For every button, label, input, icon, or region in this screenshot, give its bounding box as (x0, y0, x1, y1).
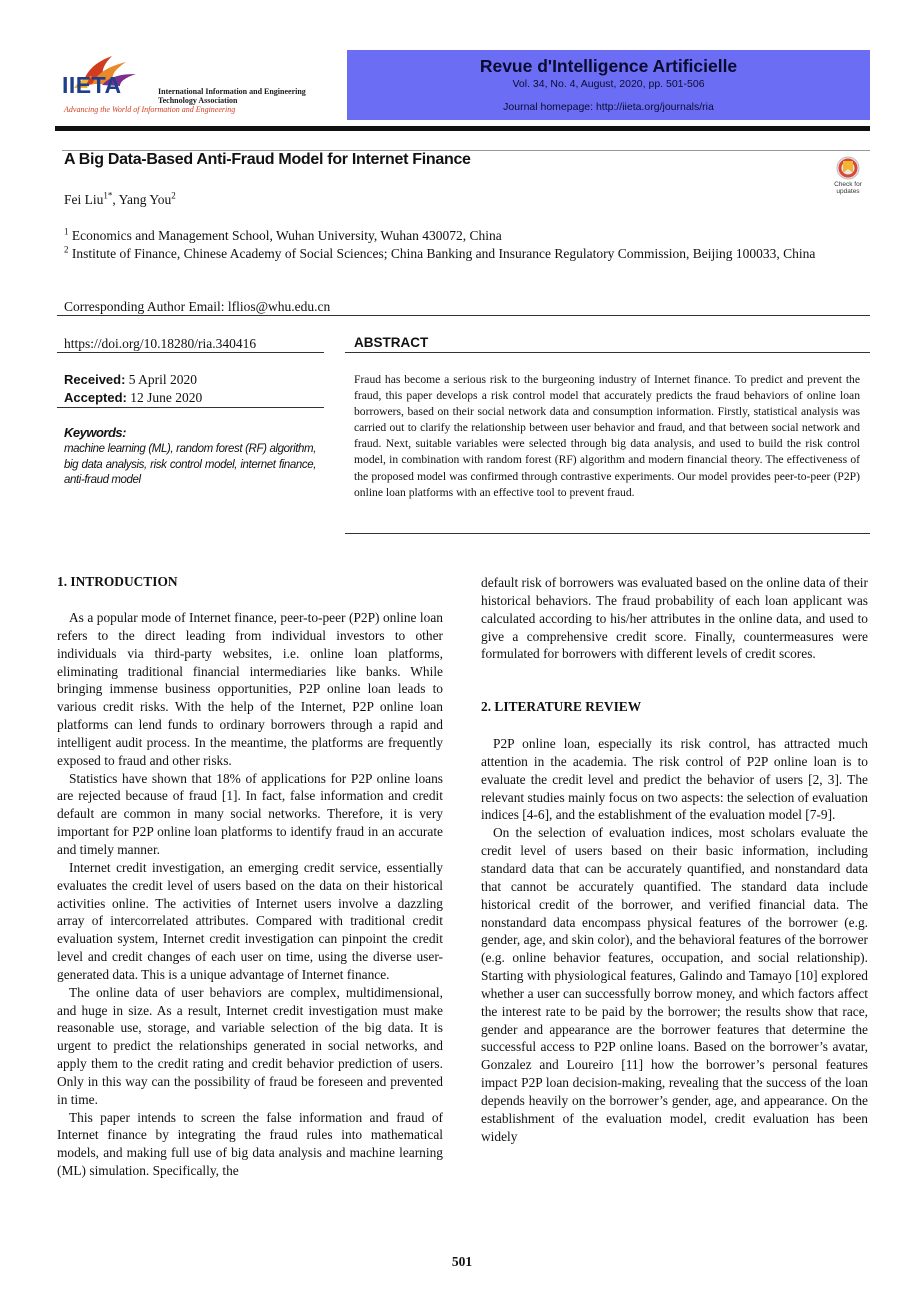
check-for-updates-badge[interactable] (826, 155, 870, 199)
left-column (57, 609, 443, 1180)
paragraph: default risk of borrowers was evaluated based on the online data of their historical behaviors. The fraud probability of each loan applicant was calculated according to his/her attributes in the online data, and used to give a comprehensive credit score. Finally, countermeasures were formulated for borrowers with different levels of credit scores. (481, 575, 868, 662)
author-sup: 2 (171, 190, 176, 201)
affiliation-1: $^1$ Economics and Management School, Wuhan University, Wuhan 430072, China (64, 226, 502, 243)
keywords-heading: Keywords: (64, 425, 126, 440)
header-divider (55, 126, 870, 131)
abstract-rule-top (345, 352, 870, 353)
doi-link[interactable]: https://doi.org/10.18280/ria.340416 (64, 336, 257, 351)
paragraph: Internet credit investigation, an emerging credit service, essentially evaluates the credit level of users based on the data on their historical activities online. The activities of Internet users involve a dazzling array of intercorrelated attributes. Compared with traditional credit evaluation system, Internet credit investigation can pinpoint the credit level and credit changes of each user on time, using the diverse user-generated data. This is a unique advantage of Internet finance. (57, 859, 443, 982)
author-name: Fei Liu (64, 192, 104, 207)
paragraph: Statistics have shown that 18% of applications for P2P online loans are rejected because of fraud [1]. In fact, false information and credit default are common in many social networks. Therefore, it is very important for P2P online loan platforms to identify fraud in an accurate and timely manner. (57, 770, 443, 857)
iieta-logo (62, 52, 312, 116)
paragraph: The online data of user behaviors are complex, multidimensional, and huge in size. As a result, Internet credit investigation must make reasonable use, storage, and variable selection of the big data. It is urgent to predict the relationships generated in social networks, and apply them to the credit rating and credit behavior prediction of users. Only in this way can the possibility of fraud be foreseen and prevented in time. (57, 984, 443, 1107)
author-sup: 1* (103, 190, 113, 201)
paragraph: On the selection of evaluation indices, most scholars evaluate the credit level of users based on their basic information, including standard data that can be accurately quantified, and nonstandard data that cannot be accurately quantified. The standard data include historical credit of the borrower, and verified financial data. The nonstandard data encompass physical features of the borrower (e.g. gender, age, and skin color), and the behavioral features of the borrower (e.g. online behavior features, occupation, and social relationship). Starting with physiological features, Galindo and Tamayo [10] explored whether a user can successfully borrow money, and which factors affect the interest rate to be paid by the borrower; the results show that race, gender and appearance are the borrower features that determine the successful access to P2P online loans. Based on the borrower’s avatar, Gonzalez and Loureiro [11] how the borrower’s personal features impact P2P loan decision-making, revealing that the success of the loan depends heavily on the borrower’s gender, age, and appearance. On the establishment of the evaluation model, credit evaluation has been widely (481, 825, 868, 1144)
journal-banner (347, 50, 870, 120)
journal-homepage-link[interactable]: Journal homepage: http://iieta.org/journals/ria (503, 101, 714, 113)
logo-wordmark: IIETA (62, 72, 122, 98)
paragraph: As a popular mode of Internet finance, peer-to-peer (P2P) online loan refers to the direct leading from individual investors to other individuals via third-party websites, i.e. online loan platforms, eliminating traditional financial intermediaries like banks. While bringing immense business opportunities, P2P online loan leads to various credit risks. With the help of the Internet, P2P online loan platforms can lend funds to ordinary borrowers through a rapid and intelligent audit process. In the meantime, the platforms are frequently exposed to fraud and other risks. (57, 610, 443, 768)
doi-rule (57, 352, 324, 353)
article-title: A Big Data-Based Anti-Fraud Model for Internet Finance (64, 151, 471, 168)
abstract-rule-bottom (345, 533, 870, 534)
logo-tagline: Advancing the World of Information and Engineering (64, 105, 236, 114)
author-name: Yang You (118, 192, 172, 207)
affiliation-2: $^2$ Institute of Finance, Chinese Academy of Social Sciences; China Banking and Insurance Regulatory Commission, Beijing 100033, China (64, 244, 816, 261)
logo-organization-name: International Information and Engineering Technology Association (158, 87, 306, 105)
corresponding-author: Corresponding Author Email: lflios@whu.edu.cn (64, 299, 331, 314)
keywords-text: machine learning (ML), random forest (RF) algorithm, big data analysis, risk control model, internet finance, anti-fraud model (64, 443, 316, 486)
author-list: Fei Liu$^{1*}$, Yang You$^2$ (64, 190, 176, 207)
right-column (481, 574, 868, 1145)
journal-title: Revue d'Intelligence Artificielle (479, 56, 738, 76)
dates-rule (57, 407, 324, 408)
journal-volume: Vol. 34, No. 4, August, 2020, pp. 501-506 (512, 78, 705, 90)
section-heading-introduction: 1. INTRODUCTION (57, 574, 178, 589)
abstract-heading: ABSTRACT (354, 335, 429, 350)
page-number: 501 (451, 1254, 473, 1269)
section-heading-literature-review: 2. LITERATURE REVIEW (481, 699, 642, 715)
check-for-updates-icon (826, 155, 870, 181)
received-date: Received: 5 April 2020 (64, 372, 198, 387)
abstract-text: Fraud has become a serious risk to the burgeoning industry of Internet finance. To predict and prevent the fraud, this paper develops a risk control model that accurately predicts the fraud behaviors of online loan borrowers, based on their social network data and consumption information. Firstly, statistical analysis was carried out to clarify the relationship between user behavior and fraud, and that between social network and fraud. Next, suitable variables were selected through big data analysis, and used to build the risk control model, in combination with random forest (RF) algorithm and modern financial theory. The effectiveness of the proposed model was confirmed through contrastive experiments. Our model provides peer-to-peer (P2P) online loan platforms with an effective tool to prevent fraud. (354, 373, 860, 499)
paragraph: This paper intends to screen the false information and fraud of Internet finance by integrating the fraud rules into mathematical models, and making full use of big data analysis and machine learning (ML) simulation. Specifically, the (57, 1109, 443, 1179)
corr-rule (57, 315, 870, 316)
check-for-updates-label: Check for updates (834, 181, 862, 195)
accepted-date: Accepted: 12 June 2020 (64, 390, 203, 405)
paragraph: P2P online loan, especially its risk control, has attracted much attention in the academia. The risk control of P2P online loan is to evaluate the credit level and predict the behavior of users [2, 3]. The relevant studies mainly focus on two aspects: the selection of evaluation indices [4-6], and the establishment of the evaluation model [7-9]. (481, 736, 868, 823)
